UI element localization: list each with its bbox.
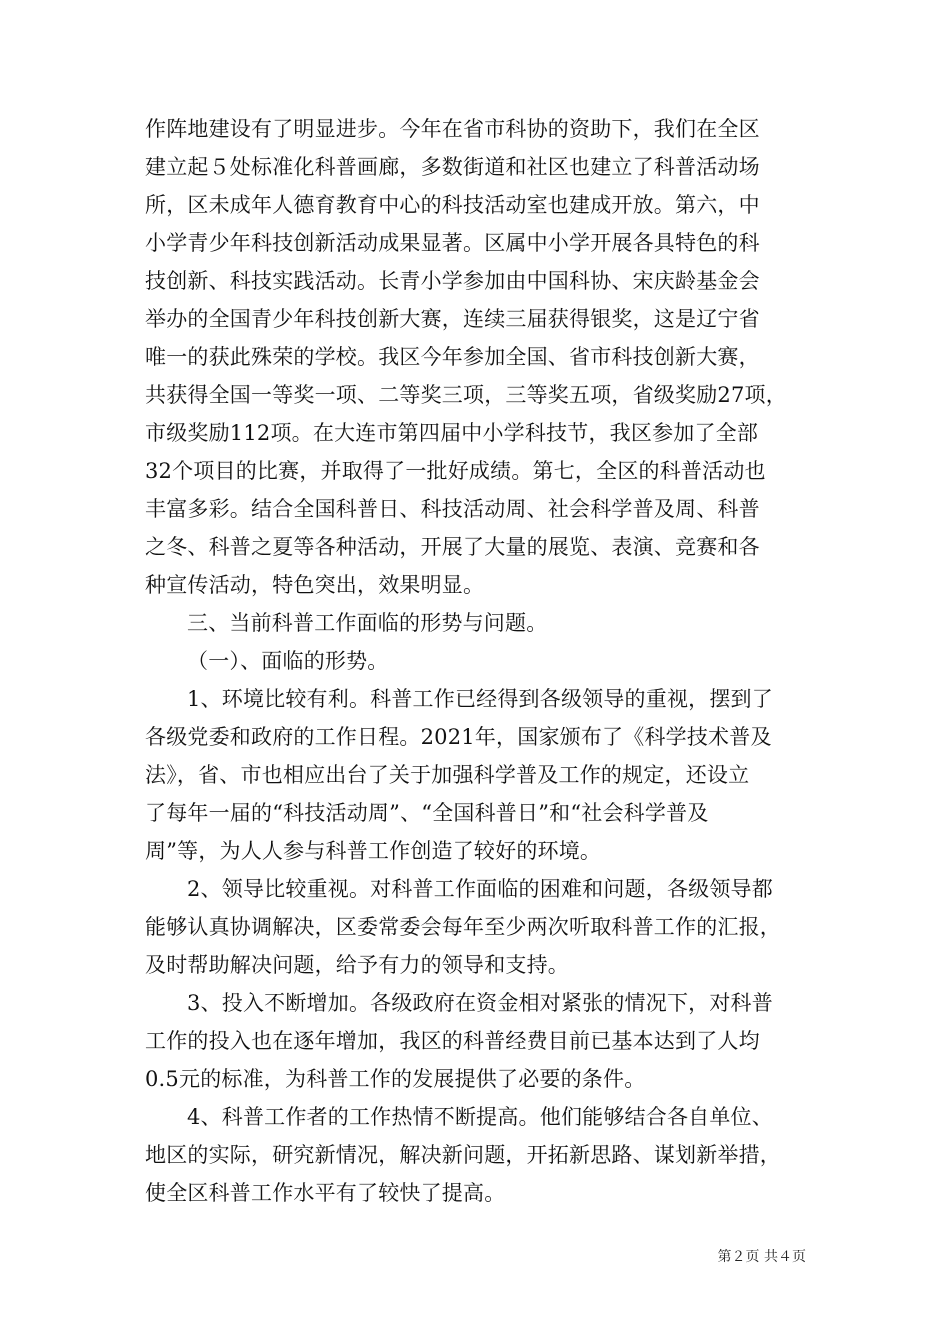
- text-line: 地区的实际，研究新情况，解决新问题，开拓新思路、谋划新举措，: [145, 1143, 781, 1167]
- text-line: 丰富多彩。结合全国科普日、科技活动周、社会科学普及周、科普: [145, 497, 760, 521]
- text-line: 作阵地建设有了明显进步。今年在省市科协的资助下，我们在全区: [145, 117, 760, 141]
- text-line: 能够认真协调解决，区委常委会每年至少两次听取科普工作的汇报，: [145, 915, 781, 939]
- text-line: 市级奖励112项。在大连市第四届中小学科技节，我区参加了全部: [145, 421, 759, 445]
- subsection-heading: （一）、面临的形势。: [187, 649, 389, 673]
- text-line: 种宣传活动，特色突出，效果明显。: [145, 573, 485, 597]
- text-line: 唯一的获此殊荣的学校。我区今年参加全国、省市科技创新大赛，: [145, 345, 760, 369]
- text-line: 32个项目的比赛，并取得了一批好成绩。第七，全区的科普活动也: [145, 459, 766, 483]
- page-number: 第２页 共４页: [717, 1249, 806, 1265]
- text-line: 3、投入不断增加。各级政府在资金相对紧张的情况下，对科普: [187, 991, 773, 1015]
- text-line: 技创新、科技实践活动。长青小学参加由中国科协、宋庆龄基金会: [145, 269, 760, 293]
- body-text: [145, 110, 810, 1212]
- text-line: 2、领导比较重视。对科普工作面临的困难和问题，各级领导都: [187, 877, 773, 901]
- text-line: 各级党委和政府的工作日程。2021年，国家颁布了《科学技术普及: [145, 725, 772, 749]
- text-line: 工作的投入也在逐年增加，我区的科普经费目前已基本达到了人均: [145, 1029, 760, 1053]
- text-line: 建立起５处标准化科普画廊，多数街道和社区也建立了科普活动场: [145, 155, 760, 179]
- text-line: 小学青少年科技创新活动成果显著。区属中小学开展各具特色的科: [145, 231, 760, 255]
- text-line: 举办的全国青少年科技创新大赛，连续三届获得银奖，这是辽宁省: [145, 307, 760, 331]
- text-line: 了每年一届的“科技活动周”、“全国科普日”和“社会科学普及: [145, 801, 709, 825]
- text-line: 1、环境比较有利。科普工作已经得到各级领导的重视，摆到了: [187, 687, 773, 711]
- text-line: 0.5元的标准，为科普工作的发展提供了必要的条件。: [145, 1067, 646, 1091]
- text-line: 共获得全国一等奖一项、二等奖三项，三等奖五项，省级奖励27项，: [145, 383, 787, 407]
- text-line: 4、科普工作者的工作热情不断提高。他们能够结合各自单位、: [187, 1105, 773, 1129]
- text-line: 周”等，为人人参与科普工作创造了较好的环境。: [145, 839, 602, 863]
- text-line: 及时帮助解决问题，给予有力的领导和支持。: [145, 953, 569, 977]
- section-heading: 三、当前科普工作面临的形势与问题。: [187, 611, 548, 635]
- text-line: 所，区未成年人德育教育中心的科技活动室也建成开放。第六，中: [145, 193, 760, 217]
- text-line: 使全区科普工作水平有了较快了提高。: [145, 1181, 506, 1205]
- text-line: 法》，省、市也相应出台了关于加强科学普及工作的规定，还设立: [145, 763, 750, 787]
- text-line: 之冬、科普之夏等各种活动，开展了大量的展览、表演、竞赛和各: [145, 535, 760, 559]
